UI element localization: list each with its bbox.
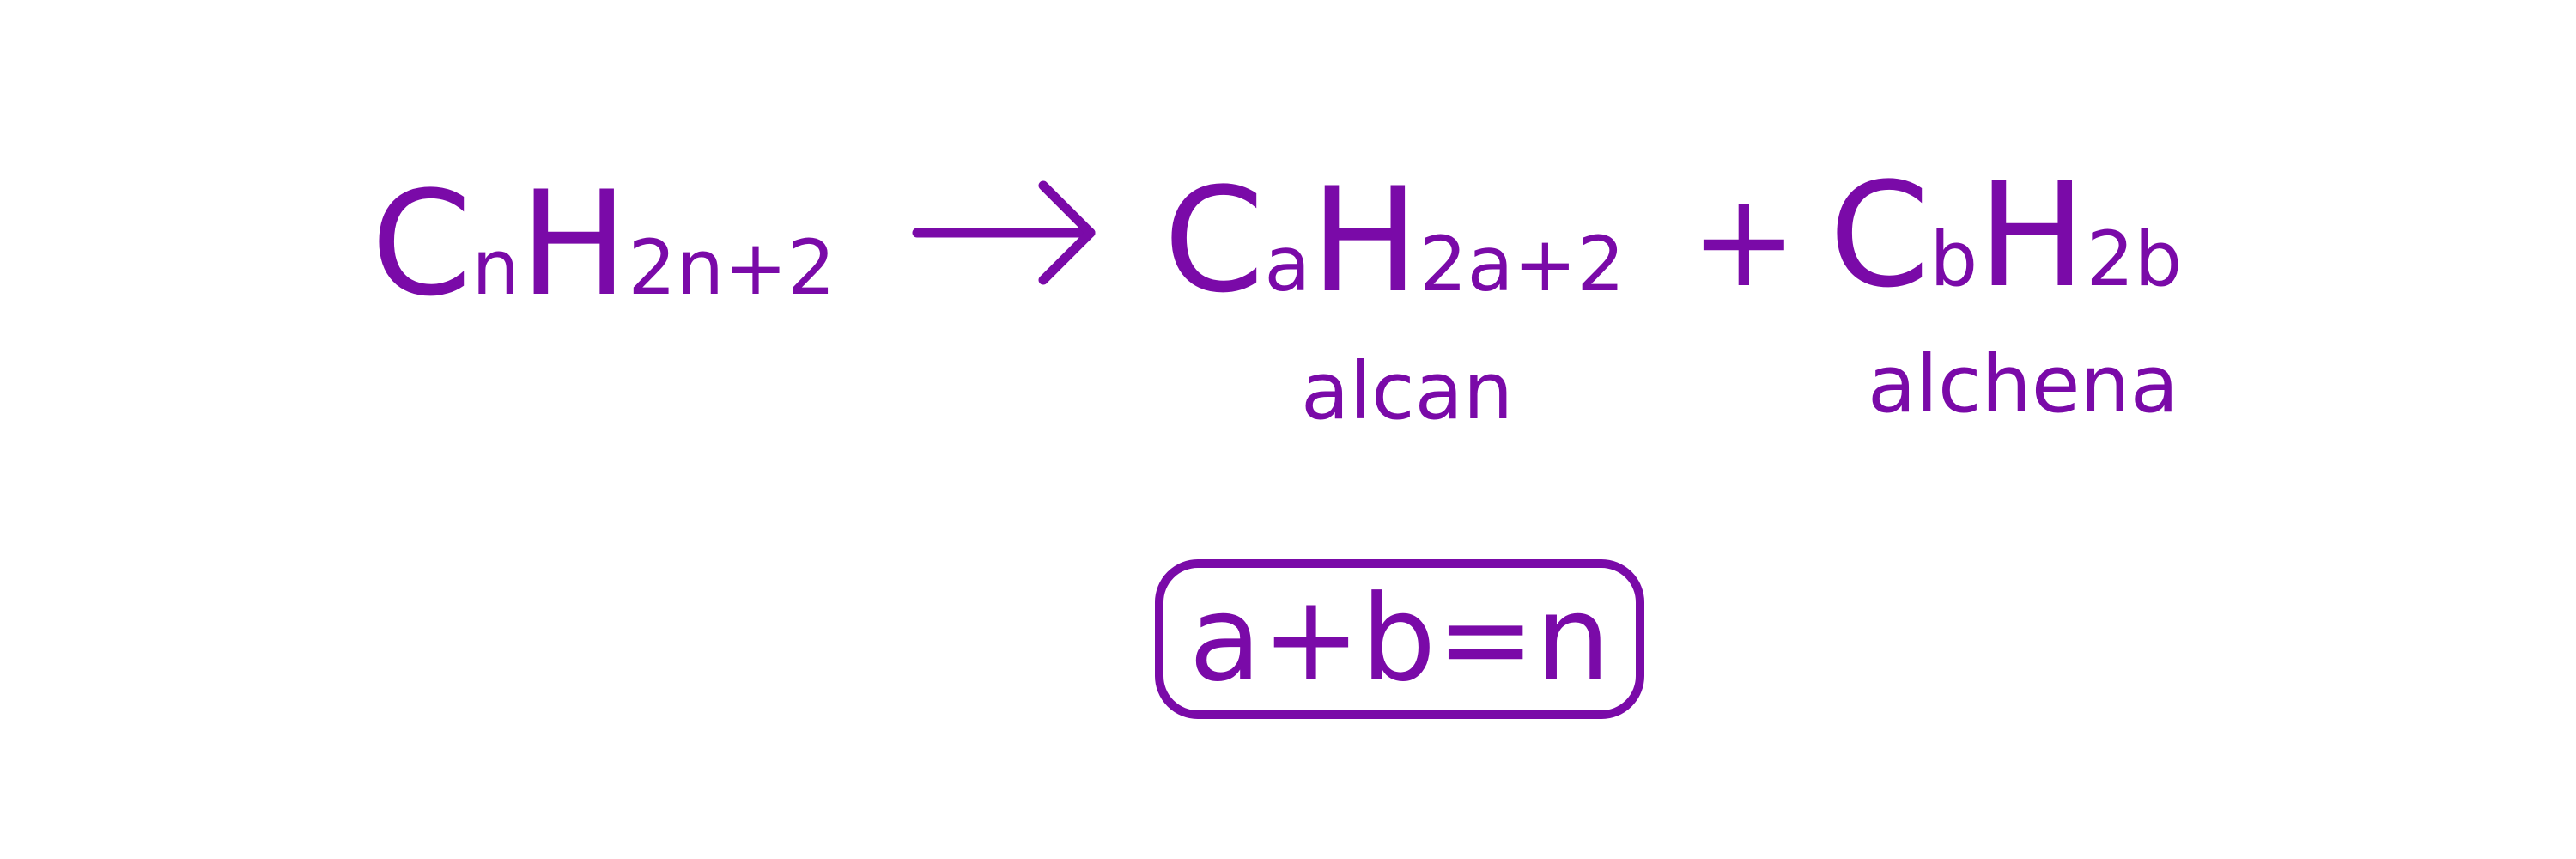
relation-box [1155, 559, 1644, 719]
reactant-carbon-subscript: n [471, 223, 520, 312]
alkane-label: alcan [1301, 345, 1514, 437]
alkane-hydrogen-subscript: 2a+2 [1419, 220, 1625, 308]
reactant-carbon: C [371, 160, 472, 328]
alkene-label: alchena [1868, 338, 2179, 430]
reactant-formula [371, 160, 835, 328]
alkane-carbon-subscript: a [1264, 220, 1311, 308]
alkene-carbon-subscript: b [1929, 215, 1978, 303]
alkene-carbon: C [1829, 151, 1930, 320]
reactant-hydrogen: H [519, 160, 629, 328]
relation-equation: a+b=n [1188, 570, 1611, 708]
plus-sign: + [1690, 167, 1798, 316]
alkane-hydrogen: H [1310, 156, 1419, 325]
reaction-arrow-icon [910, 176, 1103, 288]
reactant-hydrogen-subscript: 2n+2 [628, 223, 835, 312]
alkane-carbon: C [1163, 156, 1265, 325]
alkene-hydrogen: H [1978, 151, 2087, 320]
alkene-hydrogen-subscript: 2b [2086, 215, 2183, 303]
alkane-formula [1163, 156, 1625, 325]
alkene-formula [1829, 151, 2183, 320]
